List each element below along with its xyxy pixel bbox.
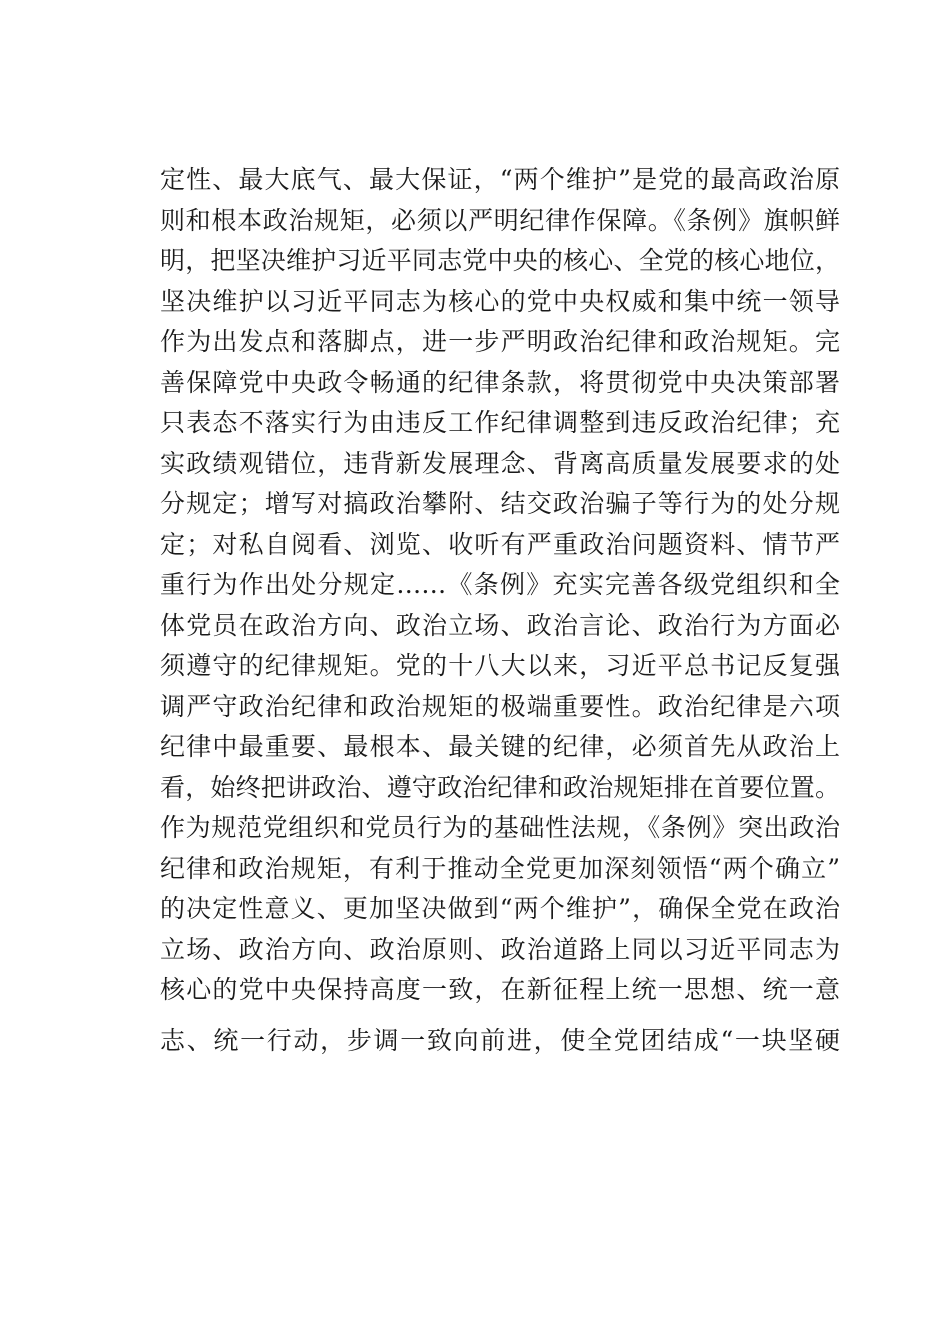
text-line-15: 纪律中最重要、最根本、最关键的纪律，必须首先从政治上	[160, 732, 840, 761]
text-line-1: 定性、最大底气、最大保证，“两个维护”是党的最高政治原	[160, 165, 840, 194]
text-line-14: 调严守政治纪律和政治规矩的极端重要性。政治纪律是六项	[160, 691, 840, 721]
text-line-18: 纪律和政治规矩，有利于推动全党更加深刻领悟“两个确立”	[160, 853, 840, 883]
text-line-20: 立场、政治方向、政治原则、政治道路上同以习近平同志为	[160, 934, 840, 964]
text-line-4: 坚决维护以习近平同志为核心的党中央权威和集中统一领导	[160, 286, 840, 316]
text-line-22: 志、统一行动，步调一致向前进，使全党团结成“一块坚硬	[160, 1025, 840, 1055]
text-line-16: 看，始终把讲政治、遵守政治纪律和政治规矩排在首要位置。	[160, 772, 840, 802]
text-line-21: 核心的党中央保持高度一致，在新征程上统一思想、统一意	[160, 975, 840, 1004]
text-line-11: 重行为作出处分规定……《条例》充实完善各级党组织和全	[160, 570, 840, 599]
text-line-2: 则和根本政治规矩，必须以严明纪律作保障。《条例》旗帜鲜	[160, 205, 840, 235]
text-line-19: 的决定性意义、更加坚决做到“两个维护”，确保全党在政治	[160, 894, 840, 923]
text-line-7: 只表态不落实行为由违反工作纪律调整到违反政治纪律；充	[160, 408, 840, 437]
body-paragraph	[160, 160, 840, 1061]
text-line-5: 作为出发点和落脚点，进一步严明政治纪律和政治规矩。完	[160, 327, 840, 356]
text-line-3: 明，把坚决维护习近平同志党中央的核心、全党的核心地位，	[160, 246, 840, 275]
text-line-8: 实政绩观错位，违背新发展理念、背离高质量发展要求的处	[160, 448, 840, 478]
text-line-9: 分规定；增写对搞政治攀附、结交政治骗子等行为的处分规	[160, 489, 840, 518]
text-line-10: 定；对私自阅看、浏览、收听有严重政治问题资料、情节严	[160, 529, 840, 559]
text-line-13: 须遵守的纪律规矩。党的十八大以来，习近平总书记反复强	[160, 651, 840, 680]
text-line-6: 善保障党中央政令畅通的纪律条款，将贯彻党中央决策部署	[160, 367, 840, 397]
text-line-12: 体党员在政治方向、政治立场、政治言论、政治行为方面必	[160, 610, 840, 640]
text-line-17: 作为规范党组织和党员行为的基础性法规，《条例》突出政治	[160, 813, 840, 842]
